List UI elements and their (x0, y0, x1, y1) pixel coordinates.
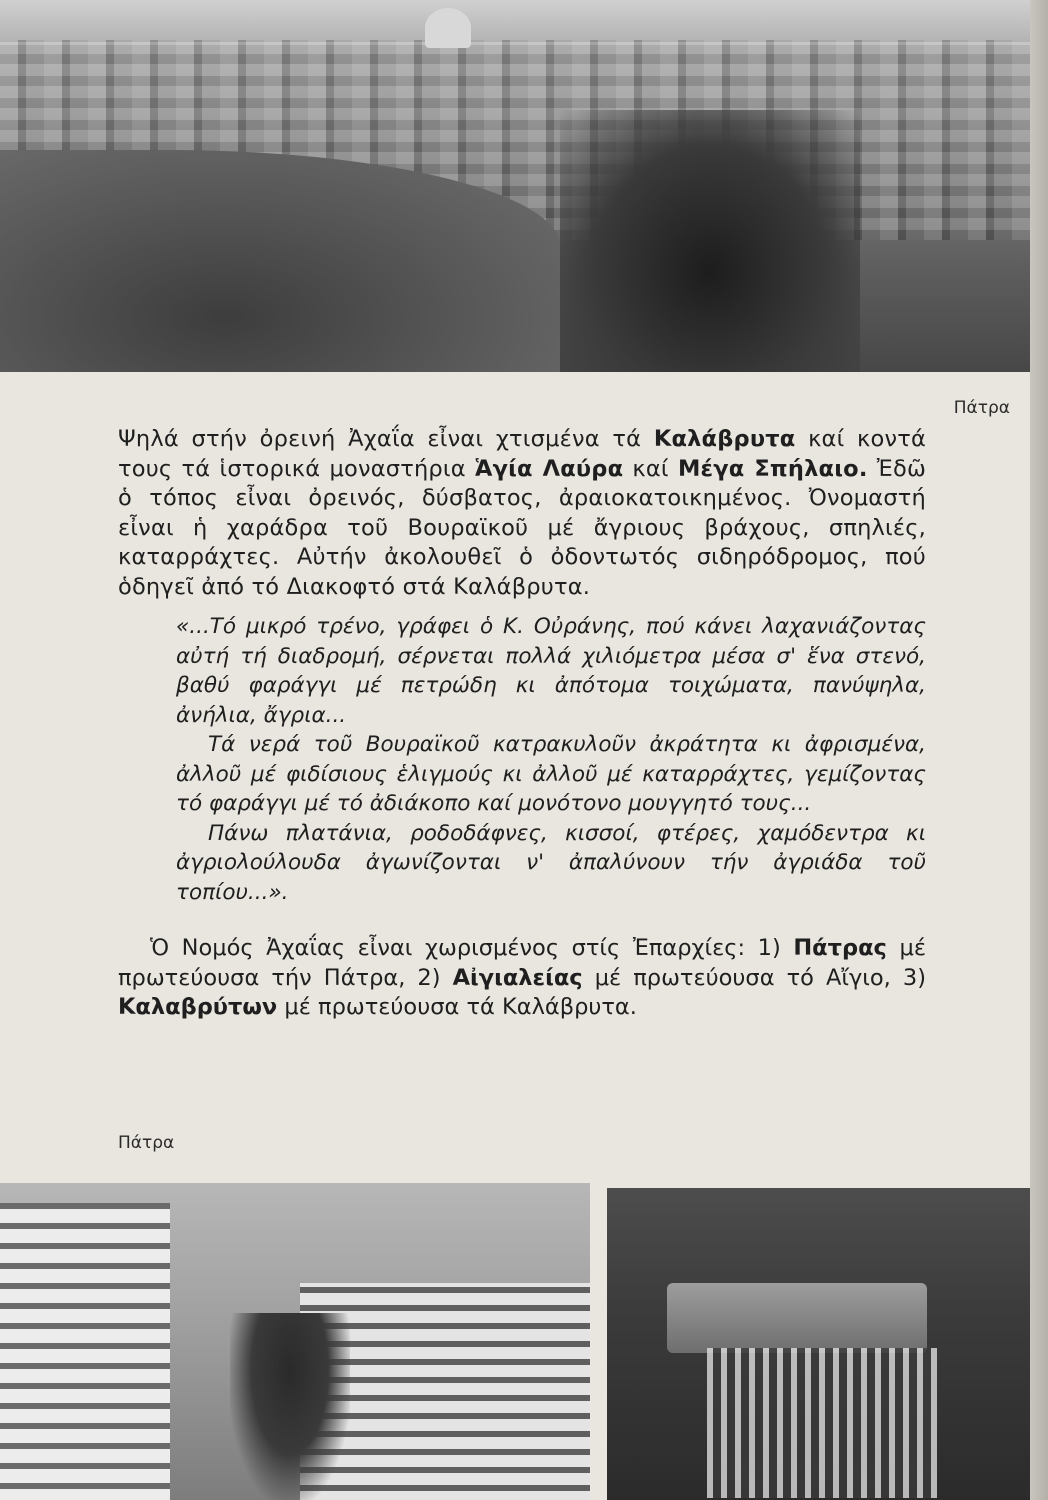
caption-bottom-photos: Πάτρα (118, 1133, 175, 1153)
quote-paragraph-1: «...Τό μικρό τρένο, γράφει ὁ Κ. Οὐράνης, πού κάνει λαχανιάζοντας αὐτή τή διαδρομή, σέρνεται πολλά χιλιόμετρα μέσα σ' ἕνα στενό, βαθύ φαράγγι μέ πετρώδη κι ἀπότομα τοιχώματα, πανύψηλα, ἀνήλια, ἄγρια... (176, 614, 926, 728)
provinces-text-2: μέ πρωτεύουσα τήν Πάτρα, 2) (118, 935, 926, 991)
intro-text-3: καί (623, 455, 678, 482)
provinces-bold-kalavryton: Καλαβρύτων (118, 994, 278, 1020)
provinces-text-1: Ὁ Νομός Ἀχαΐας εἶναι χωρισμένος στίς Ἐπαρχίες: 1) (150, 935, 794, 961)
intro-paragraph (118, 425, 926, 602)
photo-harbor-lights (707, 1348, 937, 1498)
intro-bold-mega-spilaio: Μέγα Σπήλαιο. (677, 455, 868, 482)
intro-bold-kalavryta: Καλάβρυτα (653, 426, 796, 452)
quote-ouranis (118, 612, 926, 907)
photo-ferry-ship (667, 1283, 927, 1353)
caption-top-photo: Πάτρα (953, 398, 1010, 418)
intro-text-1: Ψηλά στήν ὀρεινή Ἀχαΐα εἶναι χτισμένα τά (118, 426, 654, 452)
photo-patras-panorama (0, 0, 1030, 372)
provinces-paragraph (118, 934, 926, 1023)
provinces-bold-patras: Πάτρας (793, 935, 887, 961)
intro-text-2: καί κοντά τους τά ἱστορικά μοναστήρια (118, 426, 926, 482)
provinces-text-4: μέ πρωτεύουσα τά Καλάβρυτα. (277, 994, 637, 1020)
page-edge (1030, 0, 1048, 1500)
intro-bold-agia-lavra: Ἁγία Λαύρα (474, 455, 624, 482)
quote-paragraph-2: Τά νερά τοῦ Βουραϊκοῦ κατρακυλοῦν ἀκράτητα κι ἀφρισμένα, ἀλλοῦ μέ φιδίσιους ἑλιγμούς κι ἀλλοῦ μέ καταρράχτες, γεμίζοντας τό φαράγγι μέ τό ἀδιάκοπο καί μονότονο μουγγητό τους... (176, 732, 926, 816)
intro-text-4: Ἐδῶ ὁ τόπος εἶναι ὀρεινός, δύσβατος, ἀραιοκατοικημένος. Ὀνομαστή εἶναι ἡ χαράδρα τοῦ Βουραϊκοῦ μέ ἄγριους βράχους, σπηλιές, καταρράχτες. Αὐτήν ἀκολουθεῖ ὁ ὀδοντωτός σιδηρόδρομος, πού ὁδηγεῖ ἀπό τό Διακοφτό στά Καλάβρυτα. (118, 455, 926, 600)
photo-church-dome (425, 8, 471, 48)
provinces-bold-aigialeia: Αἰγιαλείας (452, 964, 583, 991)
photo-cypress-trees (560, 110, 860, 372)
photo-patras-square-fountain (0, 1183, 590, 1500)
quote-paragraph-3: Πάνω πλατάνια, ροδοδάφνες, κισσοί, φτέρες, χαμόδεντρα κι ἀγριολούλουδα ἀγωνίζονται ν' ἀπαλύνουν τήν ἀγριάδα τοῦ τοπίου...». (176, 820, 926, 905)
photo-fountain-statue (230, 1313, 350, 1500)
provinces-text-3: μέ πρωτεύουσα τό Αἴγιο, 3) (582, 964, 926, 991)
photo-sea (0, 0, 1030, 45)
photo-apartment-building-left (0, 1203, 170, 1500)
body-text (118, 425, 926, 1045)
photo-patras-harbor-night (607, 1188, 1030, 1500)
